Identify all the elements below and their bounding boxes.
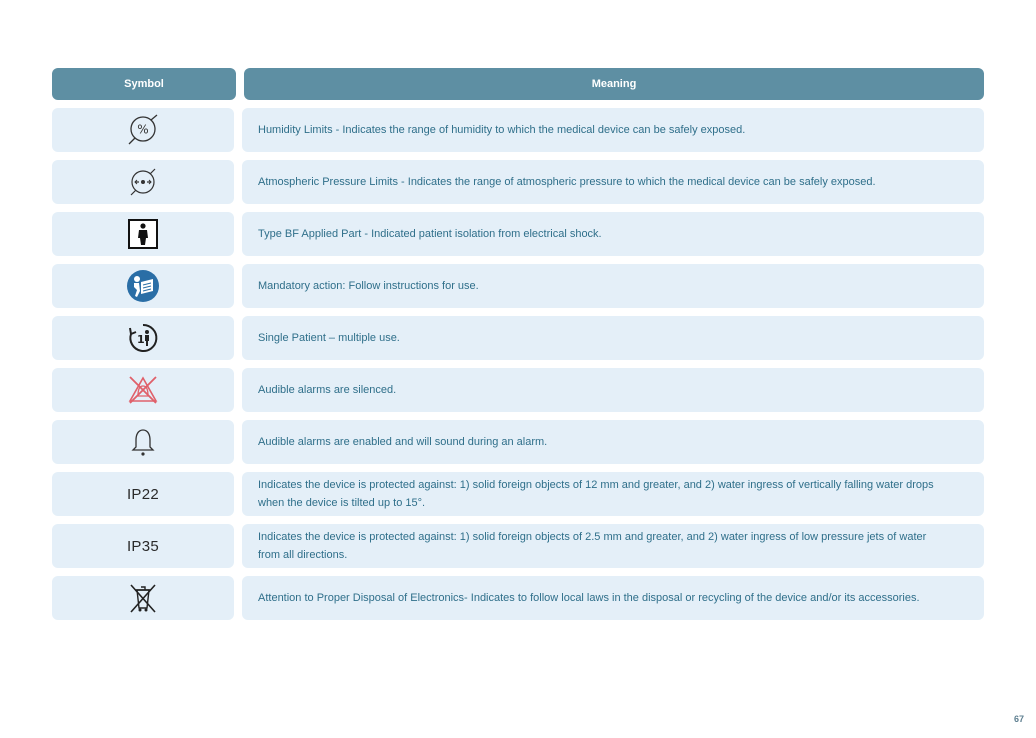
ip22-label: IP22 (126, 485, 160, 503)
table-row (52, 264, 984, 308)
symbol-cell (52, 108, 234, 152)
meaning-cell: Audible alarms are silenced. (242, 368, 984, 412)
table-row (52, 212, 984, 256)
meaning-cell: Indicates the device is protected against: 1) solid foreign objects of 12 mm and greater, and 2) water ingress of vertically falling water drops when the device is tilted up to 15°. (242, 472, 984, 516)
table-header (52, 68, 984, 100)
symbol-cell (52, 368, 234, 412)
table-row (52, 160, 984, 204)
symbol-cell (52, 472, 234, 516)
symbol-cell (52, 420, 234, 464)
meaning-cell: Attention to Proper Disposal of Electronics- Indicates to follow local laws in the disposal or recycling of the device and/or its accessories. (242, 576, 984, 620)
symbol-column-header: Symbol (52, 68, 236, 100)
symbol-cell (52, 160, 234, 204)
atmospheric-pressure-icon (126, 165, 160, 199)
symbol-cell (52, 264, 234, 308)
type-bf-applied-part-icon (127, 218, 159, 250)
alarm-bell-icon (130, 427, 156, 457)
symbol-cell (52, 524, 234, 568)
symbol-cell (52, 576, 234, 620)
ip35-label: IP35 (126, 537, 160, 555)
table-row (52, 420, 984, 464)
symbol-cell (52, 212, 234, 256)
page-number: 67 (1013, 714, 1024, 724)
svg-text:%: % (137, 122, 149, 137)
meaning-cell: Humidity Limits - Indicates the range of humidity to which the medical device can be safely exposed. (242, 108, 984, 152)
meaning-cell: Type BF Applied Part - Indicated patient isolation from electrical shock. (242, 212, 984, 256)
meaning-cell: Audible alarms are enabled and will sound during an alarm. (242, 420, 984, 464)
meaning-cell: Single Patient – multiple use. (242, 316, 984, 360)
follow-instructions-icon (126, 269, 160, 303)
weee-disposal-icon (128, 582, 158, 614)
alarm-silenced-icon (127, 374, 159, 406)
symbols-table (52, 68, 984, 628)
meaning-column-header: Meaning (244, 68, 984, 100)
symbol-cell (52, 316, 234, 360)
table-row (52, 524, 984, 568)
meaning-cell: Indicates the device is protected against: 1) solid foreign objects of 2.5 mm and greater, and 2) water ingress of low pressure jets of water from all directions. (242, 524, 984, 568)
humidity-limits-icon (125, 112, 161, 148)
single-patient-multiple-use-icon (127, 322, 159, 354)
svg-text:1: 1 (137, 333, 145, 346)
table-row (52, 472, 984, 516)
table-row (52, 108, 984, 152)
meaning-cell: Mandatory action: Follow instructions for use. (242, 264, 984, 308)
table-row (52, 368, 984, 412)
meaning-cell: Atmospheric Pressure Limits - Indicates the range of atmospheric pressure to which the medical device can be safely exposed. (242, 160, 984, 204)
table-row (52, 576, 984, 620)
table-row (52, 316, 984, 360)
